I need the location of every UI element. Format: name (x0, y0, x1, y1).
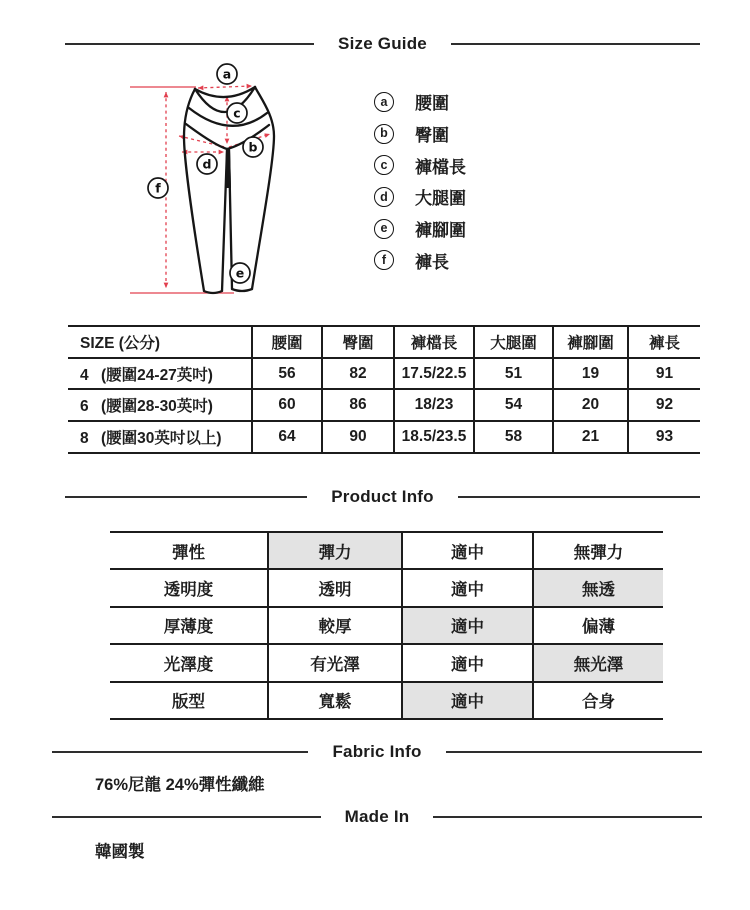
product-info-row (110, 569, 663, 606)
waist-a-line (198, 86, 252, 88)
legend-label: 腰圍 (415, 94, 449, 114)
size-label-cell (68, 389, 252, 421)
size-label-cell (68, 421, 252, 453)
size-table-body (68, 358, 700, 453)
product-info-row (110, 532, 663, 569)
fabric-info-title: Fabric Info (332, 742, 422, 761)
legend (374, 86, 466, 276)
legend-key-badge (374, 92, 394, 112)
size-waist-range: (腰圍28-30英吋) (101, 398, 213, 416)
size-number: 8 (80, 429, 89, 447)
section-header-made-in (52, 806, 702, 828)
product-info-row (110, 682, 663, 719)
diagram-marker-letter: a (222, 66, 232, 82)
size-guide-title: Size Guide (338, 34, 427, 53)
size-waist-range: (腰圍30英吋以上) (101, 429, 222, 447)
legend-key-badge (374, 124, 394, 144)
legend-key-badge (374, 187, 394, 207)
option-cell: 寬鬆 (268, 682, 402, 719)
measurement-cell: 54 (474, 389, 553, 421)
size-table-header-cell: SIZE (公分) (68, 326, 252, 358)
measurement-cell: 86 (322, 389, 394, 421)
legend-label: 臀圍 (415, 126, 449, 146)
fabric-composition: 76%尼龍 24%彈性纖維 (95, 776, 265, 794)
product-info-row (110, 644, 663, 681)
attribute-cell: 彈性 (172, 543, 205, 562)
legend-key: d (380, 189, 388, 204)
product-table-body (110, 532, 663, 719)
diagram-marker-letter: f (155, 180, 161, 196)
size-table-header-cell: 大腿圍 (474, 326, 553, 358)
legend-key: e (380, 221, 388, 236)
legend-label: 褲長 (415, 252, 449, 272)
measurement-cell: 18.5/23.5 (394, 421, 474, 453)
measurement-cell: 58 (474, 421, 553, 453)
measurement-cell: 17.5/22.5 (394, 358, 474, 390)
size-table-header-row (68, 326, 700, 358)
legend-item (374, 244, 466, 276)
size-table-header-cell: 褲長 (628, 326, 700, 358)
option-cell-selected: 彈力 (268, 532, 402, 569)
size-table-row (68, 421, 700, 453)
size-table-header-cell: 臀圍 (322, 326, 394, 358)
option-cell: 無彈力 (533, 532, 663, 569)
section-header-size-guide (65, 33, 700, 55)
measurement-cell: 93 (628, 421, 700, 453)
diagram-markers (148, 64, 263, 283)
diagram-marker-letter: e (235, 265, 245, 281)
option-cell: 有光澤 (268, 644, 402, 681)
made-in-title: Made In (344, 807, 410, 826)
option-cell: 適中 (402, 532, 533, 569)
size-table-header-cell: 腰圍 (252, 326, 322, 358)
attribute-cell: 透明度 (110, 569, 268, 606)
size-table (68, 325, 700, 454)
measurement-cell: 82 (322, 358, 394, 390)
legend-item (374, 213, 466, 245)
legend-key: b (380, 126, 388, 141)
legend-key-badge (374, 155, 394, 175)
section-header-fabric-info (52, 741, 702, 763)
option-cell-selected: 適中 (402, 682, 533, 719)
product-info-table (110, 531, 663, 720)
legend-key-badge (374, 219, 394, 239)
divider-line (433, 816, 702, 818)
option-cell: 適中 (402, 569, 533, 606)
made-in-country: 韓國製 (95, 843, 145, 861)
option-cell: 合身 (533, 682, 663, 719)
option-cell: 偏薄 (533, 607, 663, 644)
size-number: 6 (80, 398, 89, 416)
legend-label: 褲檔長 (415, 157, 466, 177)
size-number: 4 (80, 366, 89, 384)
measurement-cell: 92 (628, 389, 700, 421)
legend-key: c (380, 157, 388, 172)
divider-line (446, 751, 702, 753)
option-cell: 透明 (268, 569, 402, 606)
legend-key: f (381, 253, 387, 268)
option-cell-selected: 適中 (402, 607, 533, 644)
size-table-header-cell: 褲檔長 (394, 326, 474, 358)
legend-item (374, 181, 466, 213)
attribute-cell: 版型 (110, 682, 268, 719)
measurement-cell: 90 (322, 421, 394, 453)
divider-line (458, 496, 700, 498)
option-cell: 適中 (402, 644, 533, 681)
pants-measurement-diagram (128, 60, 293, 308)
measurement-cell: 60 (252, 389, 322, 421)
product-info-row (110, 607, 663, 644)
divider-line (65, 496, 307, 498)
measurement-cell: 56 (252, 358, 322, 390)
measurement-cell: 20 (553, 389, 628, 421)
measurement-cell: 64 (252, 421, 322, 453)
divider-line (451, 43, 700, 45)
size-waist-range: (腰圍24-27英吋) (101, 366, 213, 384)
divider-line (52, 816, 321, 818)
measurement-cell: 51 (474, 358, 553, 390)
legend-label: 褲腳圍 (415, 221, 466, 241)
legend-key: a (380, 94, 388, 109)
diagram-marker-letter: d (202, 156, 212, 172)
legend-key-badge (374, 250, 394, 270)
diagram-marker-letter: c (233, 105, 241, 121)
divider-line (52, 751, 308, 753)
legend-item (374, 149, 466, 181)
size-table-row (68, 389, 700, 421)
measurement-cell: 91 (628, 358, 700, 390)
measurement-cell: 18/23 (394, 389, 474, 421)
diagram-marker-letter: b (248, 139, 258, 155)
size-label-cell (68, 358, 252, 390)
section-header-product-info (65, 486, 700, 508)
legend-item (374, 86, 466, 118)
legend-label: 大腿圍 (415, 189, 466, 209)
product-info-title: Product Info (331, 487, 434, 506)
measurement-cell: 19 (553, 358, 628, 390)
size-table-row (68, 358, 700, 390)
attribute-cell: 厚薄度 (110, 607, 268, 644)
measurement-cell: 21 (553, 421, 628, 453)
option-cell-selected: 無光澤 (533, 644, 663, 681)
attribute-cell: 光澤度 (110, 644, 268, 681)
divider-line (65, 43, 314, 45)
size-table-header-cell: 褲腳圍 (553, 326, 628, 358)
legend-item (374, 118, 466, 150)
option-cell-selected: 無透 (533, 569, 663, 606)
option-cell: 較厚 (268, 607, 402, 644)
